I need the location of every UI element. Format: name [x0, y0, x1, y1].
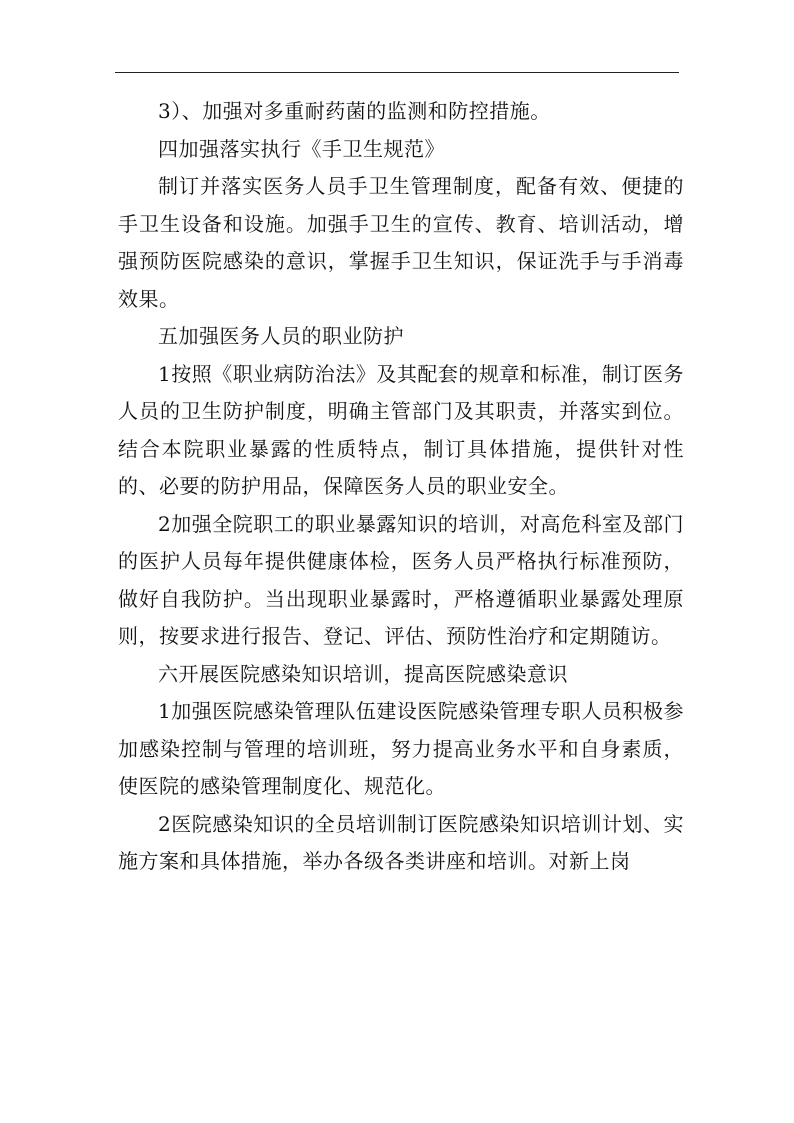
document-body	[118, 93, 684, 881]
heading-occupational-protection: 五加强医务人员的职业防护	[158, 324, 404, 348]
paragraph-mdro-control: 3）、加强对多重耐药菌的监测和防控措施。	[158, 99, 551, 123]
paragraph-protection-1: 1按照《职业病防治法》及其配套的规章和标准，制订医务人员的卫生防护制度，明确主管部门及其职责，并落实到位。结合本院职业暴露的性质特点，制订具体措施，提供针对性的、必要的防护用品，保障医务人员的职业安全。	[118, 361, 684, 498]
heading-infection-training: 六开展医院感染知识培训，提高医院感染意识	[158, 661, 568, 686]
paragraph-training-2: 2医院感染知识的全员培训制订医院感染知识培训计划、实施方案和具体措施，举办各级各类讲座和培训。对新上岗	[118, 811, 684, 873]
paragraph-hand-hygiene: 制订并落实医务人员手卫生管理制度，配备有效、便捷的手卫生设备和设施。加强手卫生的宣传、教育、培训活动，增强预防医院感染的意识，掌握手卫生知识，保证洗手与手消毒效果。	[118, 174, 684, 311]
paragraph-protection-2: 2加强全院职工的职业暴露知识的培训，对高危科室及部门的医护人员每年提供健康体检，医务人员严格执行标准预防，做好自我防护。当出现职业暴露时，严格遵循职业暴露处理原则，按要求进行报告、登记、评估、预防性治疗和定期随访。	[118, 511, 684, 648]
heading-hand-hygiene: 四加强落实执行《手卫生规范》	[158, 136, 445, 161]
paragraph-training-1: 1加强医院感染管理队伍建设医院感染管理专职人员积极参加感染控制与管理的培训班，努力提高业务水平和自身素质，使医院的感染管理制度化、规范化。	[118, 699, 684, 798]
header-rule	[115, 72, 679, 73]
